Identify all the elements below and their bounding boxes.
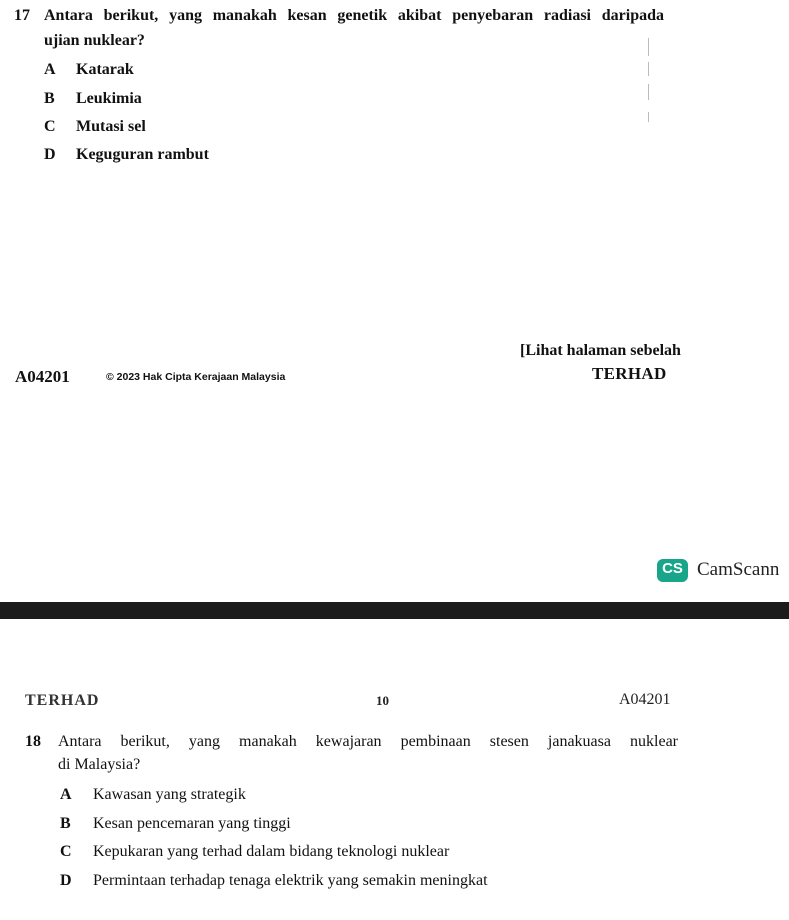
- camscanner-logo-text: CS: [662, 560, 683, 577]
- copyright-notice: © 2023 Hak Cipta Kerajaan Malaysia: [106, 371, 286, 383]
- classification-label: TERHAD: [592, 364, 667, 383]
- option-letter: B: [60, 815, 71, 832]
- option-text: Katarak: [76, 61, 134, 78]
- page-number: 10: [376, 693, 389, 708]
- question-text-line-1: Antara berikut, yang manakah kewajaran pembinaan stesen janakuasa nuklear: [58, 733, 678, 750]
- option-text: Leukimia: [76, 90, 142, 107]
- question-text-line-2: ujian nuklear?: [44, 32, 145, 49]
- page-divider: [0, 602, 789, 619]
- next-page-note: [Lihat halaman sebelah: [520, 342, 681, 359]
- question-number: 18: [25, 733, 41, 750]
- question-number: 17: [14, 7, 30, 24]
- classification-label: TERHAD: [25, 692, 100, 709]
- question-text-line-1: Antara berikut, yang manakah kesan genetik akibat penyebaran radiasi daripada: [44, 7, 664, 24]
- option-text: Mutasi sel: [76, 118, 146, 135]
- option-letter: A: [44, 61, 56, 78]
- option-text: Permintaan terhadap tenaga elektrik yang semakin meningkat: [93, 872, 488, 889]
- option-text: Keguguran rambut: [76, 146, 209, 163]
- option-letter: B: [44, 90, 55, 107]
- option-letter: D: [60, 872, 72, 889]
- paper-code: A04201: [15, 367, 70, 386]
- paper-code: A04201: [619, 691, 671, 708]
- option-letter: C: [60, 843, 72, 860]
- camscanner-logo-icon: [657, 559, 688, 582]
- question-text-line-2: di Malaysia?: [58, 756, 141, 773]
- option-text: Kawasan yang strategik: [93, 786, 246, 803]
- option-letter: D: [44, 146, 56, 163]
- camscanner-brand: CamScann: [697, 559, 780, 580]
- option-letter: A: [60, 786, 72, 803]
- option-letter: C: [44, 118, 56, 135]
- option-text: Kesan pencemaran yang tinggi: [93, 815, 291, 832]
- option-text: Kepukaran yang terhad dalam bidang teknologi nuklear: [93, 843, 450, 860]
